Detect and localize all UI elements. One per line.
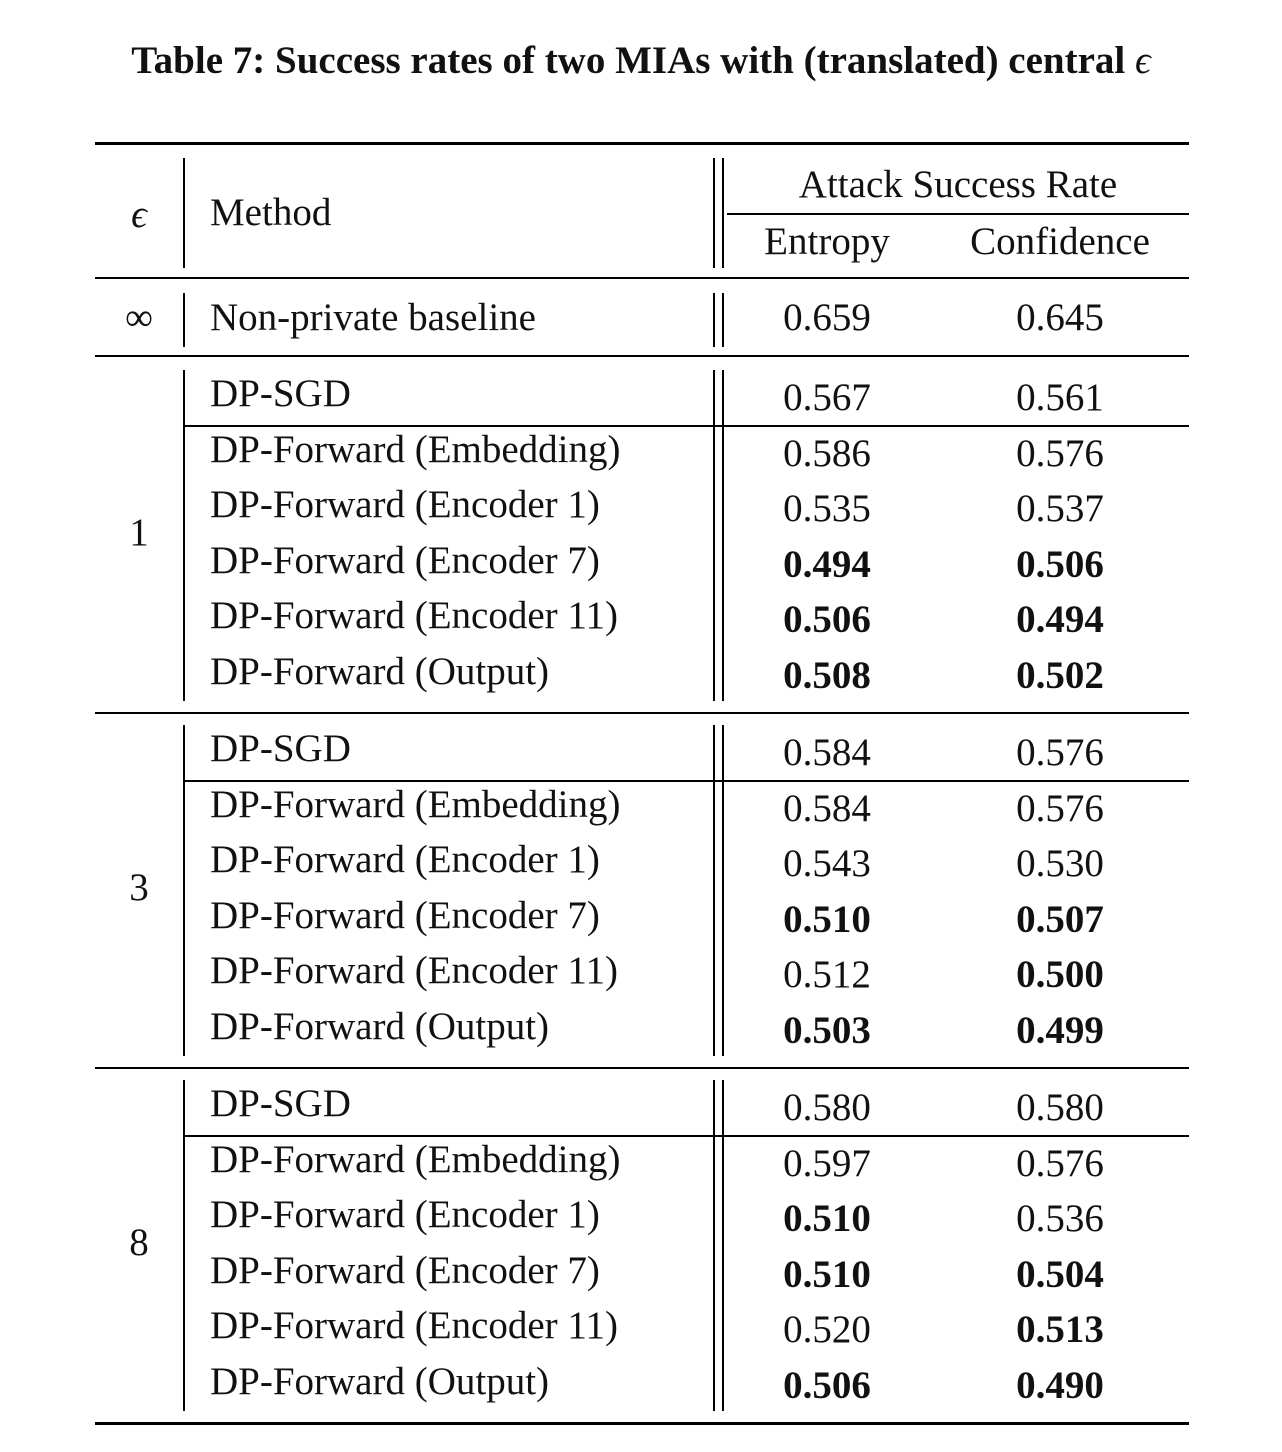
method-cell: DP-Forward (Embedding) [210,427,621,471]
group-vrule-double-a [713,370,715,701]
method-cell: DP-Forward (Output) [210,649,550,693]
confidence-cell: 0.576 [1016,431,1104,475]
confidence-cell: 0.537 [1016,487,1104,530]
confidence-cell: 0.504 [1016,1252,1104,1296]
confidence-cell: 0.502 [1016,653,1104,697]
confidence-cell: 0.513 [1016,1308,1104,1351]
method-cell: DP-Forward (Embedding) [210,1137,621,1181]
method-cell: DP-SGD [210,727,351,770]
group-epsilon: 1 [129,510,149,554]
entropy-cell: 0.506 [783,1363,871,1407]
group-epsilon: 8 [129,1220,149,1264]
baseline-epsilon: ∞ [125,296,153,339]
entropy-cell: 0.508 [783,653,871,697]
confidence-cell: 0.490 [1016,1363,1104,1407]
confidence-cell: 0.576 [1016,1141,1104,1185]
confidence-cell: 0.494 [1016,598,1104,641]
group-vrule-double-a [713,1080,715,1411]
header-vrule-epsilon [183,158,185,268]
entropy-cell: 0.584 [783,731,871,774]
entropy-cell: 0.503 [783,1008,871,1052]
confidence-cell: 0.580 [1016,1086,1104,1129]
baseline-confidence: 0.645 [1016,296,1104,339]
entropy-cell: 0.510 [783,1252,871,1296]
entropy-cell: 0.584 [783,786,871,830]
baseline-method: Non-private baseline [210,296,536,339]
confidence-cell: 0.561 [1016,376,1104,419]
confidence-cell: 0.576 [1016,731,1104,774]
method-cell: DP-Forward (Output) [210,1004,550,1048]
confidence-cell: 0.500 [1016,953,1104,996]
entropy-cell: 0.586 [783,431,871,475]
header-vrule-double-b [722,158,724,268]
group-vrule-epsilon [183,1080,185,1411]
header-entropy: Entropy [764,220,890,263]
group-vrule-epsilon [183,725,185,1056]
top-rule [95,142,1189,145]
entropy-cell: 0.535 [783,487,871,530]
group-vrule-double-b [722,370,724,701]
confidence-cell: 0.507 [1016,897,1104,941]
entropy-cell: 0.494 [783,542,871,586]
entropy-cell: 0.597 [783,1141,871,1185]
entropy-cell: 0.543 [783,842,871,885]
confidence-cell: 0.536 [1016,1197,1104,1240]
dpsgd-separator-rule [183,425,1189,427]
confidence-cell: 0.576 [1016,786,1104,830]
table-caption [0,38,1282,83]
header-method: Method [210,191,332,234]
dpsgd-separator-rule [183,1135,1189,1137]
method-cell: DP-Forward (Encoder 11) [210,594,618,637]
group-vrule-double-b [722,1080,724,1411]
method-cell: DP-Forward (Embedding) [210,782,621,826]
bottom-rule [95,1422,1189,1425]
entropy-cell: 0.506 [783,598,871,641]
method-cell: DP-Forward (Encoder 7) [210,1248,600,1292]
entropy-cell: 0.510 [783,897,871,941]
method-cell: DP-Forward (Encoder 1) [210,1193,600,1236]
baseline-vrule-double-b [722,293,724,347]
header-confidence: Confidence [970,220,1150,263]
caption-epsilon-symbol: ϵ [1135,39,1151,82]
entropy-cell: 0.510 [783,1197,871,1240]
header-epsilon: ϵ [131,193,147,236]
entropy-cell: 0.567 [783,376,871,419]
method-cell: DP-Forward (Encoder 1) [210,483,600,526]
baseline-entropy: 0.659 [783,296,871,339]
group-vrule-epsilon [183,370,185,701]
method-cell: DP-Forward (Encoder 7) [210,893,600,937]
baseline-vrule-epsilon [183,293,185,347]
entropy-cell: 0.512 [783,953,871,996]
method-cell: DP-SGD [210,372,351,415]
entropy-cell: 0.580 [783,1086,871,1129]
header-attack-success-rate: Attack Success Rate [798,163,1118,206]
dpsgd-separator-rule [183,780,1189,782]
caption-text: Table 7: Success rates of two MIAs with (translated) central [131,39,1126,82]
method-cell: DP-Forward (Encoder 1) [210,838,600,881]
group-vrule-double-a [713,725,715,1056]
group-epsilon: 3 [129,865,149,909]
header-vrule-double-a [713,158,715,268]
confidence-cell: 0.530 [1016,842,1104,885]
method-cell: DP-SGD [210,1082,351,1125]
method-cell: DP-Forward (Encoder 11) [210,949,618,992]
entropy-cell: 0.520 [783,1308,871,1351]
method-cell: DP-Forward (Encoder 11) [210,1304,618,1347]
group-bottom-rule [95,1067,1189,1069]
baseline-vrule-double-a [713,293,715,347]
group-bottom-rule [95,712,1189,714]
baseline-bottom-rule [95,355,1189,357]
header-group-rule [727,213,1189,215]
confidence-cell: 0.506 [1016,542,1104,586]
confidence-cell: 0.499 [1016,1008,1104,1052]
group-vrule-double-b [722,725,724,1056]
header-bottom-rule [95,277,1189,279]
method-cell: DP-Forward (Encoder 7) [210,538,600,582]
method-cell: DP-Forward (Output) [210,1359,550,1403]
